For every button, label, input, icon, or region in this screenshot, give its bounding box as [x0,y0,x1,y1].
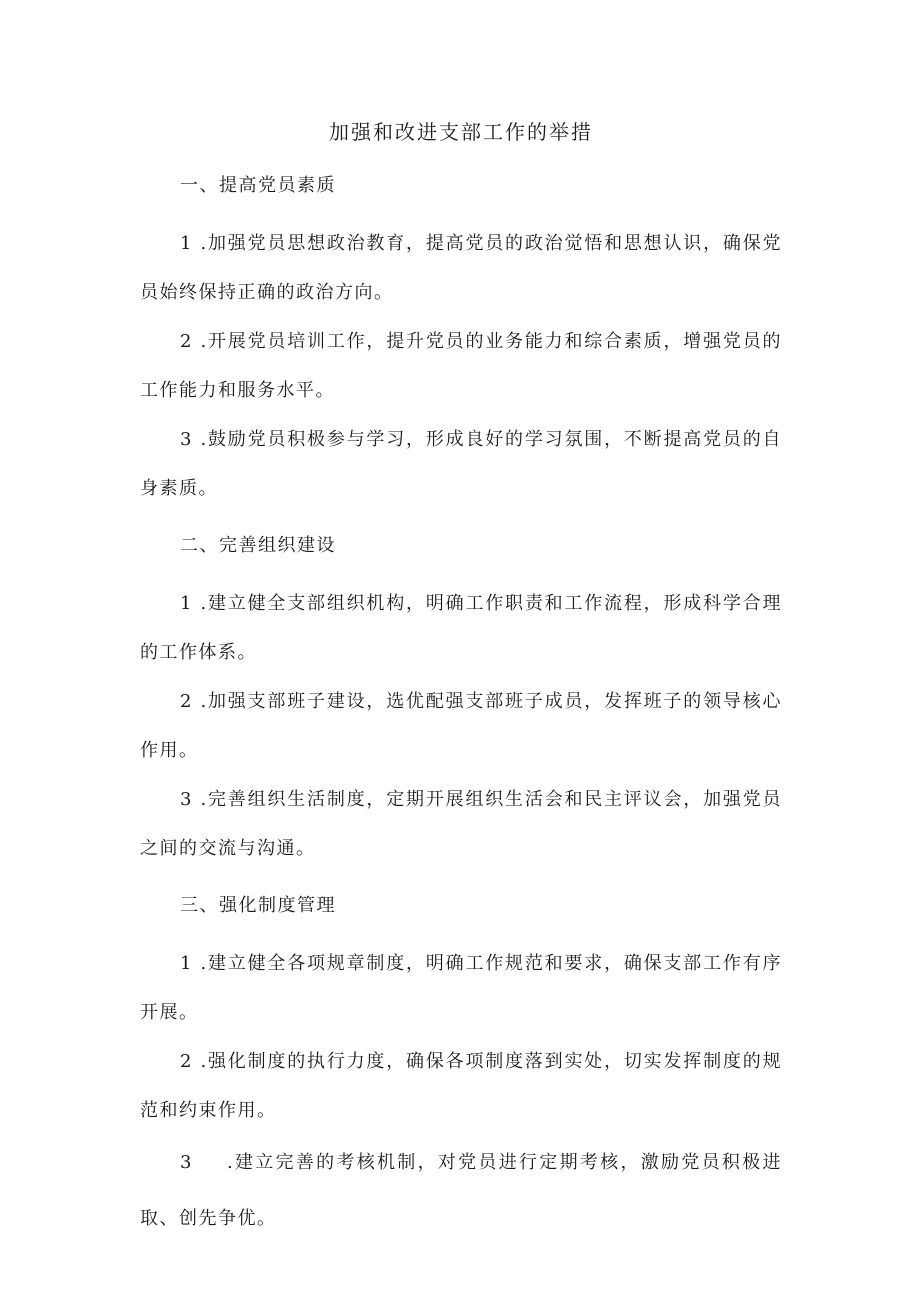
list-item [140,1037,782,1135]
section-1 [140,170,782,513]
item-text: .完善组织生活制度，定期开展组织生活会和民主评议会，加强党员之间的交流与沟通。 [140,789,782,859]
section-heading: 二、完善组织建设 [180,535,336,556]
item-number: 1 [180,233,193,254]
item-number: 2 [180,691,193,712]
section-heading: 三、强化制度管理 [180,895,336,916]
section-2 [140,530,782,873]
item-text: .加强党员思想政治教育，提高党员的政治觉悟和思想认识，确保党员始终保持正确的政治方向。 [140,233,782,303]
list-item [140,939,782,1037]
item-text: .鼓励党员积极参与学习，形成良好的学习氛围，不断提高党员的自身素质。 [140,429,782,499]
document-title: 加强和改进支部工作的举措 [329,120,593,144]
item-text: .强化制度的执行力度，确保各项制度落到实处，切实发挥制度的规范和约束作用。 [140,1051,782,1121]
list-item [140,677,782,775]
item-number: 1 [180,953,193,974]
list-item [140,415,782,513]
item-number: 3 [180,429,193,450]
list-item [140,317,782,415]
list-item [140,219,782,317]
item-number: 2 [180,331,193,352]
item-number: 3 [180,789,193,810]
list-item [140,775,782,873]
item-text: .建立健全各项规章制度，明确工作规范和要求，确保支部工作有序开展。 [140,953,782,1023]
section-3 [140,890,782,1247]
item-number: 3 [180,1152,193,1173]
item-text: .建立健全支部组织机构，明确工作职责和工作流程，形成科学合理的工作体系。 [140,593,782,663]
item-text: .加强支部班子建设，选优配强支部班子成员，发挥班子的领导核心作用。 [140,691,782,761]
section-heading: 一、提高党员素质 [180,175,336,196]
item-text: .建立完善的考核机制，对党员进行定期考核，激励党员积极进取、创先争优。 [140,1152,782,1229]
item-number: 2 [180,1051,193,1072]
item-text: .开展党员培训工作，提升党员的业务能力和综合素质，增强党员的工作能力和服务水平。 [140,331,782,401]
list-item [140,1135,782,1247]
list-item [140,579,782,677]
item-number: 1 [180,593,193,614]
